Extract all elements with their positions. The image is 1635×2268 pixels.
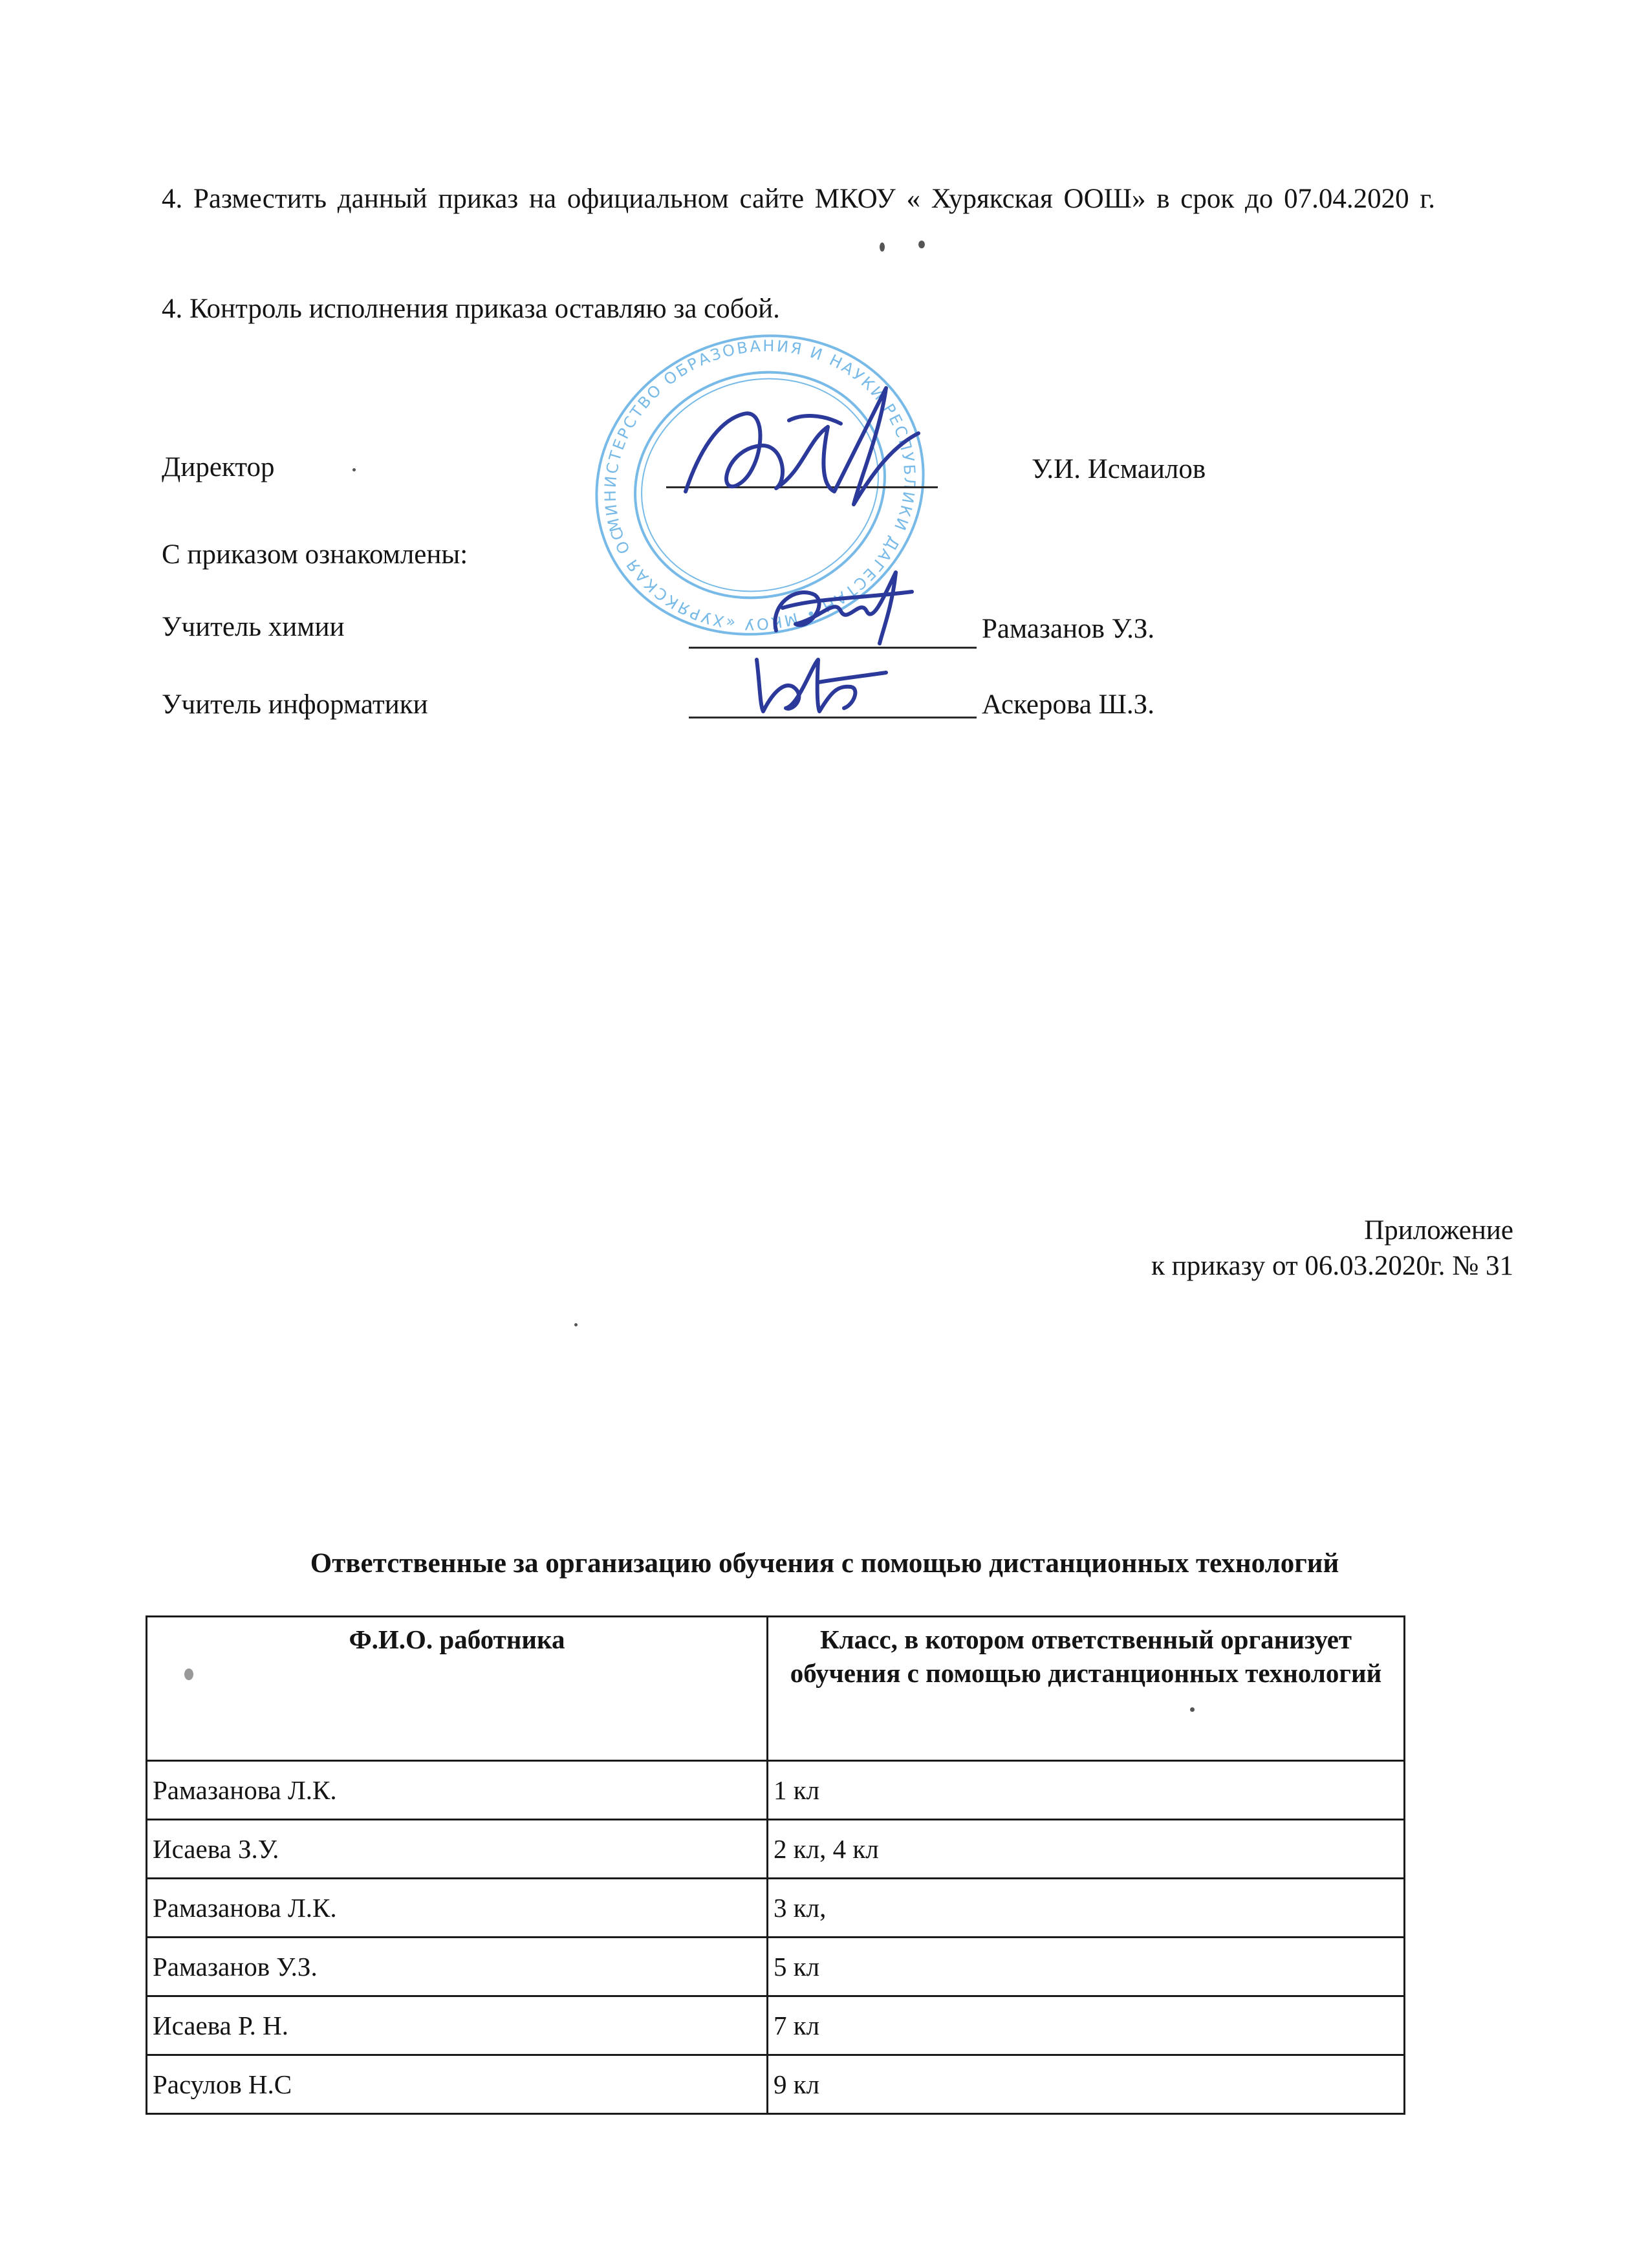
signature-2	[741, 647, 896, 724]
cell-name: Исаева З.У.	[147, 1820, 768, 1879]
cell-class: 2 кл, 4 кл	[768, 1820, 1405, 1879]
cell-name: Рамазанова Л.К.	[147, 1761, 768, 1820]
cell-class: 1 кл	[768, 1761, 1405, 1820]
director-name: У.И. Исмаилов	[1032, 454, 1206, 484]
scan-speck	[880, 243, 885, 252]
signature-1	[757, 559, 925, 650]
table-row	[147, 1879, 1405, 1938]
cell-class: 7 кл	[768, 1996, 1405, 2055]
table-row	[147, 1996, 1405, 2055]
paragraph-item4-control: 4. Контроль исполнения приказа оставляю за собой.	[162, 294, 780, 324]
scan-speck	[1190, 1707, 1195, 1712]
scan-speck	[574, 1323, 578, 1326]
header-class: Класс, в котором ответственный организует обучения с помощью дистанционных технологий	[768, 1617, 1405, 1761]
cell-name: Рамазанов У.З.	[147, 1938, 768, 1996]
scan-speck	[184, 1669, 193, 1680]
responsibility-table	[146, 1615, 1405, 2115]
acquainted-name-1: Рамазанов У.З.	[982, 614, 1155, 644]
appendix-label: Приложение	[1364, 1215, 1513, 1246]
cell-name: Расулов Н.С	[147, 2055, 768, 2114]
acquainted-name-2: Аскерова Ш.З.	[982, 689, 1154, 720]
scan-speck	[918, 241, 925, 248]
cell-name: Рамазанова Л.К.	[147, 1879, 768, 1938]
table-row	[147, 2055, 1405, 2114]
acquainted-role-1: Учитель химии	[162, 612, 345, 642]
scan-speck	[352, 468, 356, 471]
table-row	[147, 1938, 1405, 1996]
header-employee-name: Ф.И.О. работника	[147, 1617, 768, 1761]
director-signature	[673, 375, 944, 524]
acquainted-role-2: Учитель информатики	[162, 689, 428, 720]
appendix-reference: к приказу от 06.03.2020г. № 31	[1151, 1251, 1513, 1281]
cell-class: 3 кл,	[768, 1879, 1405, 1938]
director-role: Директор	[162, 452, 275, 482]
acquainted-heading: С приказом ознакомлены:	[162, 539, 468, 570]
cell-name: Исаева Р. Н.	[147, 1996, 768, 2055]
table-row	[147, 1820, 1405, 1879]
stamp-text: МИНИСТЕРСТВО ОБРАЗОВАНИЯ И НАУКИ РЕСПУБЛИКИ ДАГЕСТАН • МКОУ «ХУРЯКСКАЯ ОСНОВНАЯ	[601, 336, 919, 634]
table-title: Ответственные за организацию обучения с помощью дистанционных технологий	[310, 1548, 1339, 1579]
paragraph-item4-placement: 4. Разместить данный приказ на официальном сайте МКОУ « Хурякская ООШ» в срок до 07.04.2020 г.	[162, 184, 1435, 214]
cell-class: 9 кл	[768, 2055, 1405, 2114]
cell-class: 5 кл	[768, 1938, 1405, 1996]
table-header-row	[147, 1617, 1405, 1761]
table-row	[147, 1761, 1405, 1820]
